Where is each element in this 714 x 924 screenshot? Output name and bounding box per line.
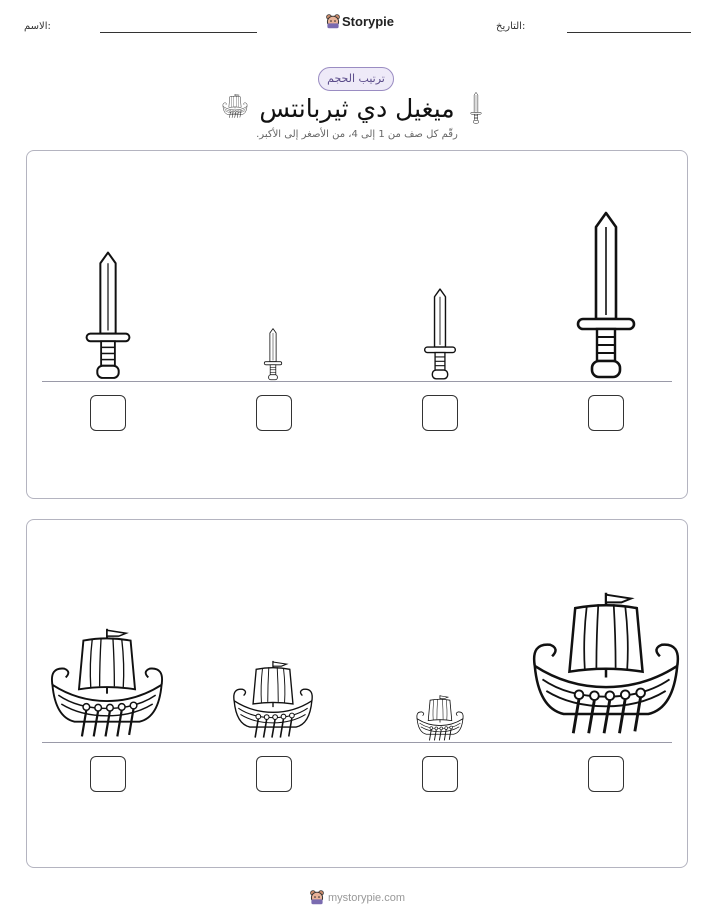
category-tag: ترتيب الحجم [318,67,394,91]
date-label: التاريخ: [496,21,526,32]
sword-icon [261,328,285,381]
sword-icon [78,251,138,381]
answer-box[interactable] [588,395,624,431]
bear-logo-icon [309,889,325,905]
sword-icon [418,288,462,381]
baseline [42,742,672,743]
answer-box[interactable] [256,756,292,792]
date-field[interactable] [567,32,691,33]
sword-icon [470,92,482,124]
answer-box[interactable] [422,395,458,431]
instructions: رقّم كل صف من 1 إلى 4، من الأصغر إلى الأكبر. [256,129,458,140]
viking-ship-icon [529,585,683,742]
brand-logo [325,13,395,33]
viking-ship-icon [231,657,315,742]
viking-ship-icon [415,694,465,742]
footer [0,889,714,905]
name-label: الاسم: [24,21,51,32]
answer-box[interactable] [90,756,126,792]
baseline [42,381,672,382]
footer-url[interactable]: mystorypie.com [327,892,406,904]
brand-name: Storypie [342,14,395,29]
bear-logo-icon [325,13,341,29]
answer-box[interactable] [90,395,126,431]
page-title: ميغيل دي ثيربانتس [259,94,455,123]
answer-box[interactable] [422,756,458,792]
viking-ship-icon [48,624,166,742]
answer-box[interactable] [588,756,624,792]
sword-icon [566,211,646,381]
name-field[interactable] [100,32,257,33]
answer-box[interactable] [256,395,292,431]
